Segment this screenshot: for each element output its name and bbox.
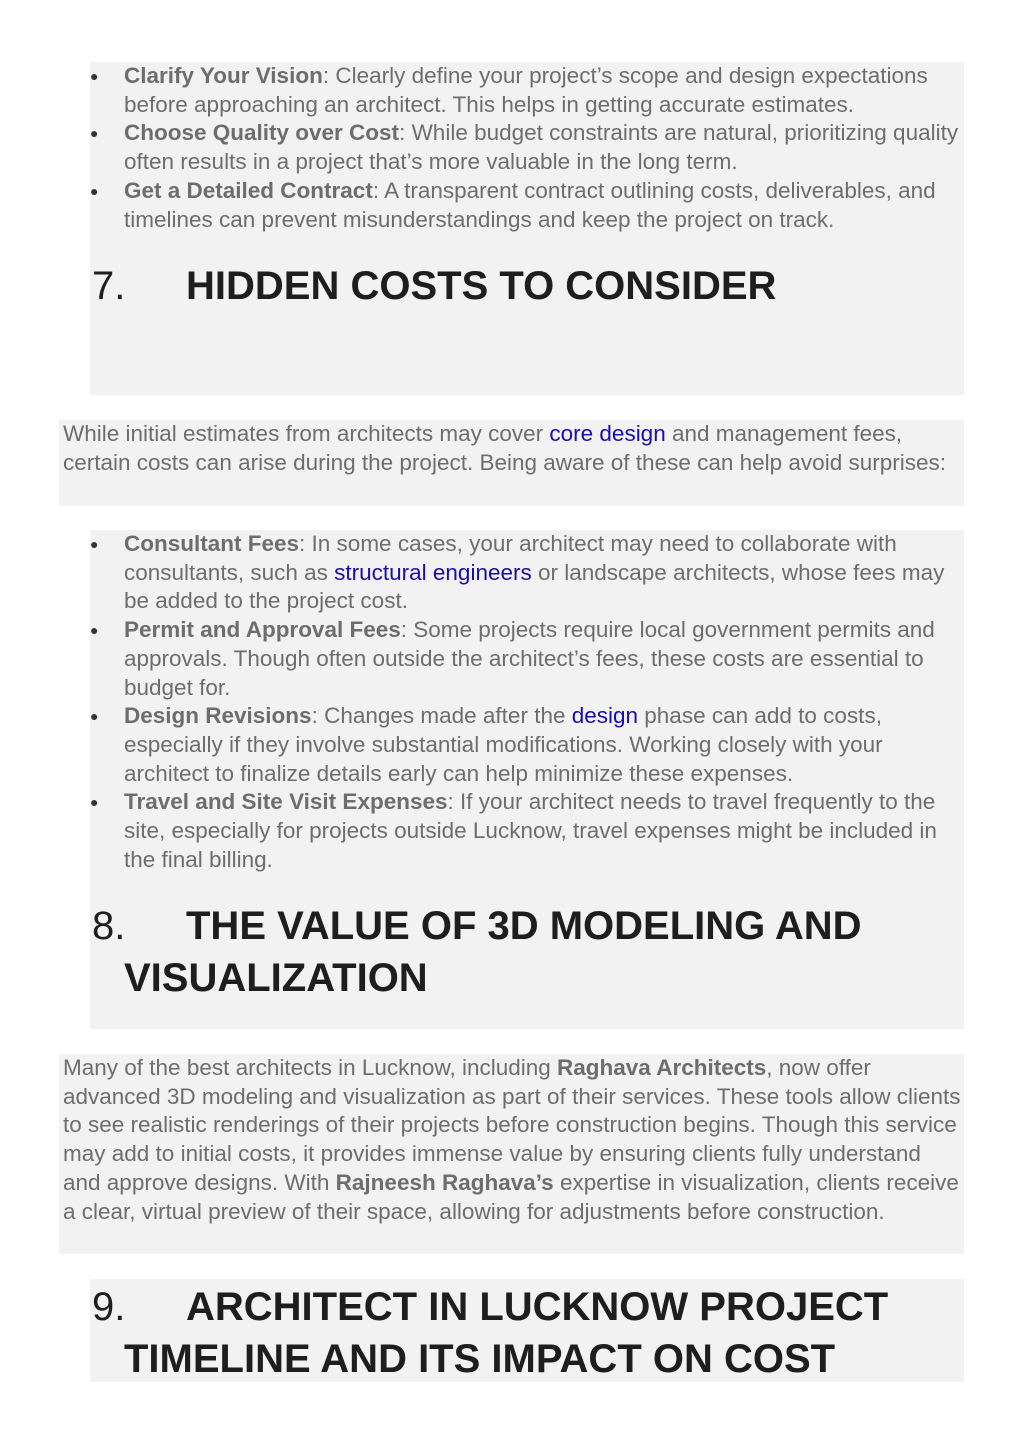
section-heading-9: 9. ARCHITECT IN LUCKNOW PROJECT TIMELINE AND ITS IMPACT ON COST	[92, 1285, 889, 1381]
hidden-costs-list	[90, 530, 964, 874]
section-heading-7: 7. HIDDEN COSTS TO CONSIDER	[92, 264, 777, 309]
section-heading-8: 8. THE VALUE OF 3D MODELING AND VISUALIZATION	[92, 904, 862, 1001]
bullet-icon: ●	[90, 708, 99, 725]
list-item: ● Get a Detailed Contract: A transparent contract outlining costs, deliverables, and timelines can prevent misunderstandings and keep the project on track.	[90, 177, 936, 232]
bullet-icon: ●	[90, 794, 99, 811]
bullet-icon: ●	[90, 68, 99, 84]
section7-intro-block	[59, 420, 964, 506]
list-item: ● Design Revisions: Changes made after the design phase can add to costs, especially if they involve substantial modifications. Working closely with your architect to finalize details early can help minimize these expenses.	[90, 703, 883, 786]
bullet-icon: ●	[90, 536, 99, 552]
list-item: ● Travel and Site Visit Expenses: If your architect needs to travel frequently to the site, especially for projects outside Lucknow, travel expenses might be included in the final billing.	[90, 789, 937, 872]
bullet-icon: ●	[90, 182, 99, 199]
list-item: ● Clarify Your Vision: Clearly define your project’s scope and design expectations before approaching an architect. This helps in getting accurate estimates.	[90, 63, 928, 117]
section8-paragraph-block	[59, 1054, 964, 1254]
list-item: ● Choose Quality over Cost: While budget constraints are natural, prioritizing quality often results in a project that’s more valuable in the long term.	[90, 120, 959, 175]
tips-list-block	[90, 62, 964, 395]
structural-engineers-link[interactable]: structural engineers	[334, 559, 532, 585]
bullet-icon: ●	[90, 622, 99, 639]
hidden-costs-list-block	[90, 530, 964, 1029]
tips-list	[90, 62, 964, 234]
list-item: ● Permit and Approval Fees: Some projects require local government permits and approvals. Though often outside the architect’s fees, these costs are essential to budget for.	[90, 617, 935, 700]
core-design-link[interactable]: core design	[549, 421, 666, 446]
list-item: ● Consultant Fees: In some cases, your architect may need to collaborate with consultants, such as structural engineers or landscape architects, whose fees may be added to the project cost.	[90, 531, 945, 614]
bullet-icon: ●	[90, 125, 99, 142]
design-link[interactable]: design	[571, 703, 639, 729]
section7-intro: While initial estimates from architects may cover core design and management fees, certain costs can arise during the project. Being aware of these can help avoid surprises:	[63, 421, 946, 475]
section9-heading-block	[90, 1279, 964, 1382]
section8-paragraph: Many of the best architects in Lucknow, including Raghava Architects, now offer advanced 3D modeling and visualization as part of their services. These tools allow clients to see realistic renderings of their projects before construction begins. Though this service may add to initial costs, it provides immense value by ensuring clients fully understand and approve designs. With Rajneesh Raghava’s expertise in visualization, clients receive a clear, virtual preview of their space, allowing for adjustments before construction.	[63, 1055, 961, 1224]
